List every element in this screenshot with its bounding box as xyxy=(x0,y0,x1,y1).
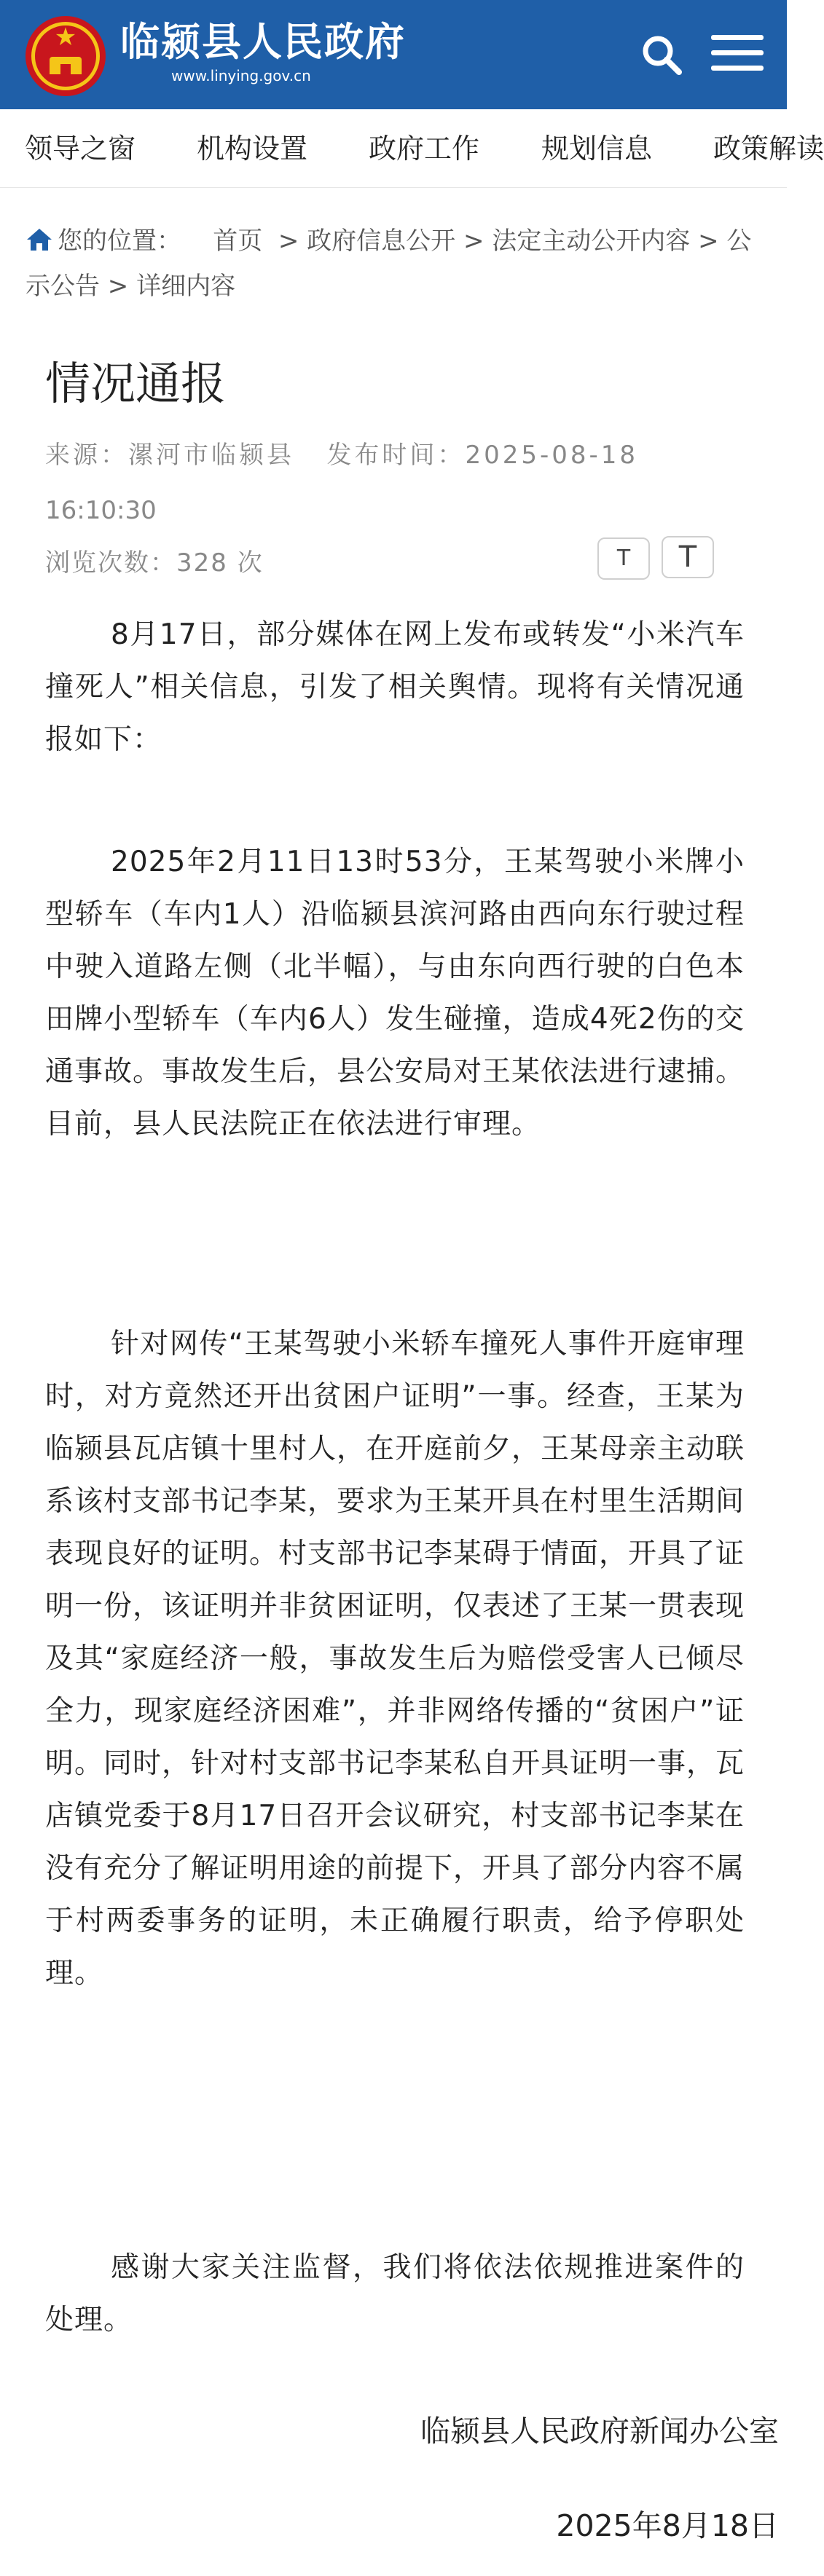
font-size-small-button[interactable]: T xyxy=(597,537,650,580)
nav-item-leaders[interactable]: 领导之窗 xyxy=(25,133,136,165)
site-header xyxy=(0,0,787,109)
source-value: 漯河市临颍县 xyxy=(128,441,294,470)
article-paragraph: 2025年2月11日13时53分，王某驾驶小米牌小型轿车（车内1人）沿临颍县滨河路由西向东行驶过程中驶入道路左侧（北半幅），与由东向西行驶的白色本田牌小型轿车（车内6人）发生碰撞，造成4死2伤的交通事故。事故发生后，县公安局对王某依法进行逮捕。目前，县人民法院正在依法进行审理。 xyxy=(45,846,745,1141)
article-signature: 临颍县人民政府新闻办公室 xyxy=(420,2414,779,2449)
nav-item-policy[interactable]: 政策解读 xyxy=(713,133,824,165)
menu-icon[interactable] xyxy=(711,35,764,76)
views-count: 328 xyxy=(176,548,228,578)
publish-label: 发布时间： xyxy=(326,441,466,470)
site-title[interactable]: 临颍县人民政府 xyxy=(120,19,406,65)
font-size-large-button[interactable]: T xyxy=(662,536,714,578)
article-meta-source xyxy=(45,437,638,473)
views-unit: 次 xyxy=(237,548,264,578)
breadcrumb: 您的位置： 首页 > 政府信息公开 > 法定主动公开内容 > 公示公告 > 详细内容 xyxy=(25,227,752,301)
main-nav xyxy=(0,109,824,188)
publish-date: 2025-08-18 xyxy=(465,441,639,470)
breadcrumb-home[interactable]: 首页 xyxy=(213,227,263,256)
article-paragraph: 感谢大家关注监督，我们将依法依规推进案件的处理。 xyxy=(45,2251,745,2336)
article-date: 2025年8月18日 xyxy=(556,2508,779,2543)
article-paragraph: 针对网传“王某驾驶小米轿车撞死人事件开庭审理时，对方竟然还开出贫困户证明”一事。经查，王某为临颍县瓦店镇十里村人，在开庭前夕，王某母亲主动联系该村支部书记李某，要求为王某开具在村里生活期间表现良好的证明。村支部书记李某碍于情面，开具了证明一份，该证明并非贫困证明，仅表述了王某一贯表现及其“家庭经济一般，事故发生后为赔偿受害人已倾尽全力，现家庭经济困难”，并非网络传播的“贫困户”证明。同时，针对村支部书记李某私自开具证明一事，瓦店镇党委于8月17日召开会议研究，村支部书记李某在没有充分了解证明用途的前提下，开具了部分内容不属于村两委事务的证明，未正确履行职责，给予停职处理。 xyxy=(45,1328,745,1990)
nav-item-organization[interactable]: 机构设置 xyxy=(197,133,308,165)
breadcrumb-current: 详细内容 xyxy=(136,272,236,301)
home-icon xyxy=(25,227,53,252)
article-title: 情况通报 xyxy=(45,357,227,410)
site-url: www.linying.gov.cn xyxy=(171,67,311,84)
breadcrumb-legal-disclosure[interactable]: 法定主动公开内容 xyxy=(492,227,691,256)
article-views xyxy=(45,545,264,581)
article-paragraph: 8月17日，部分媒体在网上发布或转发“小米汽车撞死人”相关信息，引发了相关舆情。现将有关情况通报如下： xyxy=(45,618,745,756)
breadcrumb-announcements[interactable]: 公示公告 xyxy=(25,227,752,301)
publish-time: 16:10:30 xyxy=(45,496,157,525)
source-label: 来源： xyxy=(45,441,128,470)
views-label: 浏览次数： xyxy=(45,548,176,578)
nav-item-planning[interactable]: 规划信息 xyxy=(541,133,653,165)
national-emblem-logo[interactable]: ★ xyxy=(25,16,106,96)
breadcrumb-gov-info[interactable]: 政府信息公开 xyxy=(307,227,456,256)
breadcrumb-prefix: 您的位置： xyxy=(58,227,181,256)
search-icon[interactable] xyxy=(640,33,683,76)
nav-item-government-work[interactable]: 政府工作 xyxy=(369,133,480,165)
